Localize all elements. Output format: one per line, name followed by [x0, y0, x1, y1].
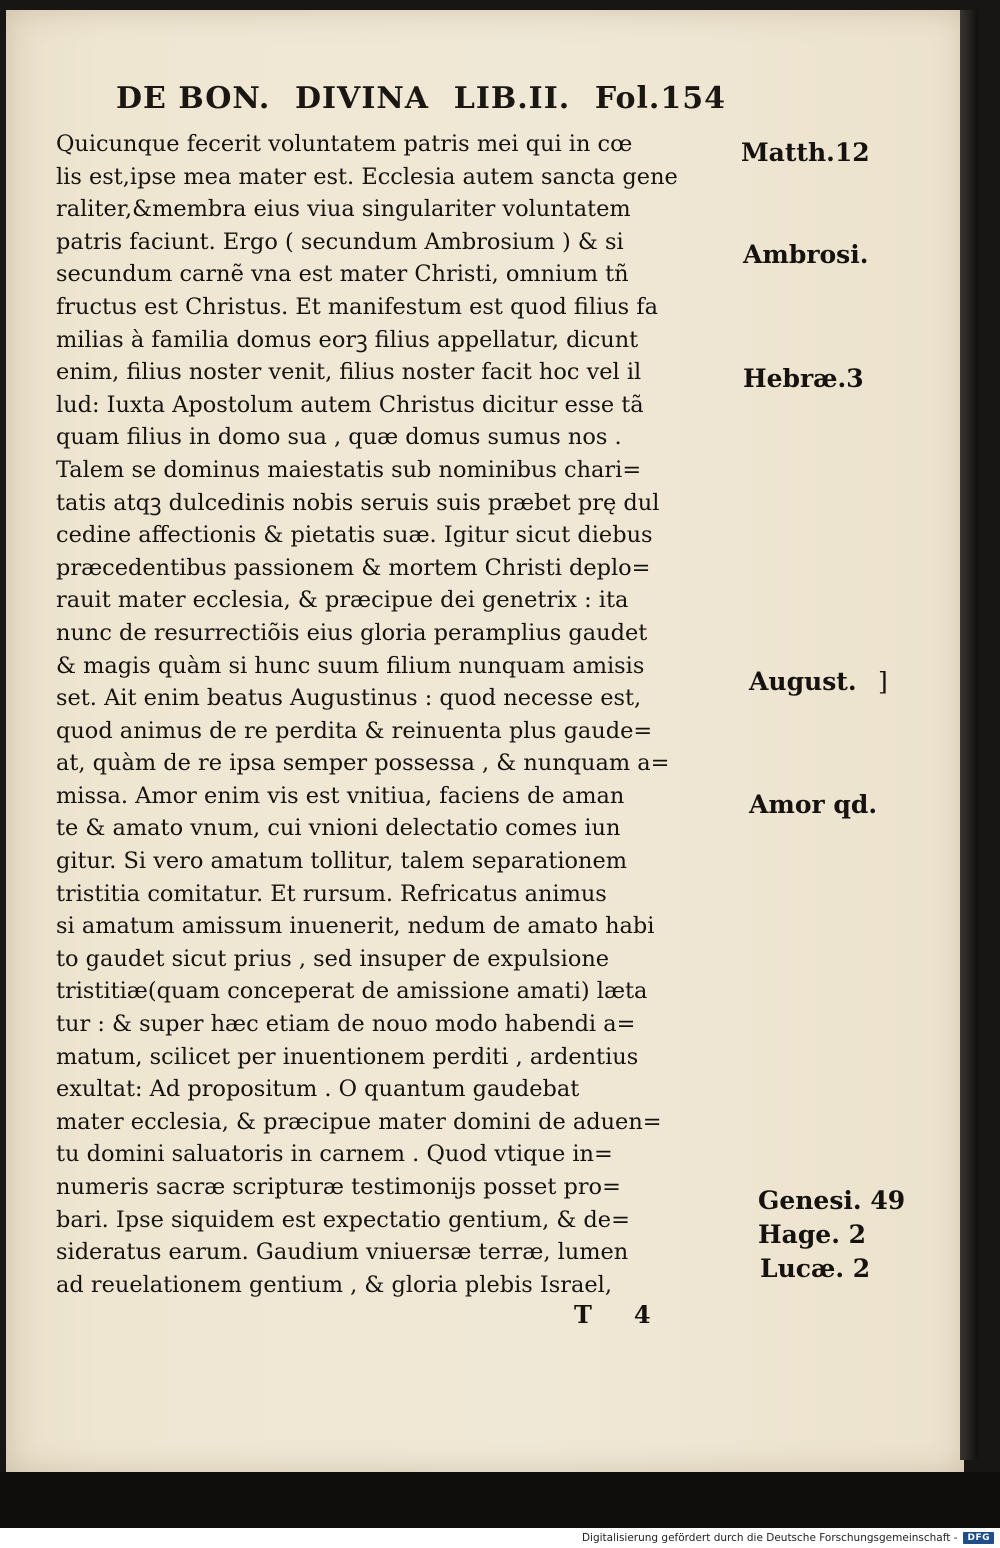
- text-line: missa. Amor enim vis est vnitiua, faciens de aman: [56, 782, 625, 809]
- text-line: secundum carnẽ vna est mater Christi, omnium tñ: [56, 261, 629, 288]
- text-line: sideratus earum. Gaudium vniuersæ terræ, lumen: [56, 1239, 629, 1266]
- margin-note-ambros: Ambrosi.: [743, 240, 869, 269]
- scan-bottom-background: [0, 1472, 1000, 1528]
- body-text: [56, 128, 746, 1301]
- text-line: si amatum amissum inuenerit, nedum de amato habi: [56, 913, 655, 940]
- folio-number: Fol.154: [594, 80, 726, 116]
- margin-note-hebr: Hebræ.3: [743, 364, 864, 393]
- margin-note-luc: Lucæ. 2: [760, 1254, 871, 1283]
- text-line: Quicunque fecerit voluntatem patris mei qui in cœ: [56, 131, 633, 157]
- text-line: quod animus de re perdita & reinuenta plus gaude=: [56, 717, 653, 744]
- text-line: at, quàm de re ipsa semper possessa , & nunquam a=: [56, 750, 670, 777]
- margin-bracket: ]: [878, 667, 888, 696]
- text-line: fructus est Christus. Et manifestum est quod filius fa: [56, 293, 658, 320]
- funding-footer: [0, 1528, 1000, 1548]
- text-line: to gaudet sicut prius , sed insuper de expulsione: [56, 945, 610, 972]
- text-line: tu domini saluatoris in carnem . Quod vtique in=: [56, 1141, 613, 1168]
- text-line: enim, filius noster venit, filius noster facit hoc vel il: [56, 359, 642, 386]
- text-line: rauit mater ecclesia, & præcipue dei genetrix : ita: [56, 587, 629, 614]
- margin-note-amor: Amor qd.: [749, 790, 878, 819]
- text-line: ad reuelationem gentium , & gloria plebis Israel,: [56, 1271, 613, 1298]
- margin-note-hage: Hage. 2: [758, 1220, 867, 1249]
- text-line: gitur. Si vero amatum tollitur, talem separationem: [56, 848, 628, 875]
- text-line: tur : & super hæc etiam de nouo modo habendi a=: [56, 1011, 636, 1038]
- dfg-logo: DFG: [963, 1532, 994, 1544]
- text-line: numeris sacræ scripturæ testimonijs posset pro=: [56, 1174, 621, 1200]
- text-line: bari. Ipse siquidem est expectatio gentium, & de=: [56, 1206, 630, 1233]
- signature-mark: [574, 1300, 674, 1334]
- text-line: patris faciunt. Ergo ( secundum Ambrosium ) & si: [56, 228, 624, 255]
- text-line: tristitia comitatur. Et rursum. Refricatus animus: [56, 880, 607, 907]
- text-line: cedine affectionis & pietatis suæ. Igitur sicut diebus: [56, 522, 653, 549]
- running-head-center: DIVINA: [295, 80, 430, 116]
- text-line: mater ecclesia, & præcipue mater domini de aduen=: [56, 1108, 662, 1135]
- book-page: [6, 10, 964, 1472]
- running-head: [116, 78, 726, 118]
- signature-letter: T: [574, 1300, 592, 1329]
- text-line: & magis quàm si hunc suum filium nunquam amisis: [56, 652, 645, 679]
- text-line: raliter,&membra eius viua singulariter voluntatem: [56, 196, 631, 223]
- text-line: præcedentibus passionem & mortem Christi deplo=: [56, 554, 651, 581]
- text-line: tristitiæ(quam conceperat de amissione amati) læta: [56, 978, 648, 1005]
- text-line: tatis atqꝫ dulcedinis nobis seruis suis præbet prę dul: [56, 489, 660, 516]
- funding-credit: Digitalisierung gefördert durch die Deutsche Forschungsgemeinschaft -: [581, 1532, 958, 1544]
- text-line: set. Ait enim beatus Augustinus : quod necesse est,: [56, 685, 642, 712]
- margin-note-genes: Genesi. 49: [758, 1186, 906, 1215]
- page-edge-shadow: [960, 10, 978, 1460]
- text-line: milias à familia domus eorꝫ filius appellatur, dicunt: [56, 326, 639, 353]
- text-line: matum, scilicet per inuentionem perditi , ardentius: [56, 1043, 639, 1070]
- running-head-left: DE BON.: [116, 80, 271, 116]
- running-head-book: LIB.II.: [453, 80, 571, 116]
- text-line: Talem se dominus maiestatis sub nominibus chari=: [56, 456, 642, 483]
- text-line: te & amato vnum, cui vnioni delectatio comes iun: [56, 815, 621, 842]
- text-line: nunc de resurrectiõis eius gloria peramplius gaudet: [56, 619, 648, 646]
- text-line: lud: Iuxta Apostolum autem Christus dicitur esse tã: [56, 391, 644, 418]
- signature-number: 4: [633, 1300, 651, 1329]
- text-line: quam filius in domo sua , quæ domus sumus nos .: [56, 424, 622, 451]
- text-line: exultat: Ad propositum . O quantum gaudebat: [56, 1076, 580, 1103]
- text-line: lis est,ipse mea mater est. Ecclesia autem sancta gene: [56, 163, 678, 190]
- margin-note-matth: Matth.12: [741, 138, 870, 167]
- margin-note-august: August.: [749, 667, 857, 696]
